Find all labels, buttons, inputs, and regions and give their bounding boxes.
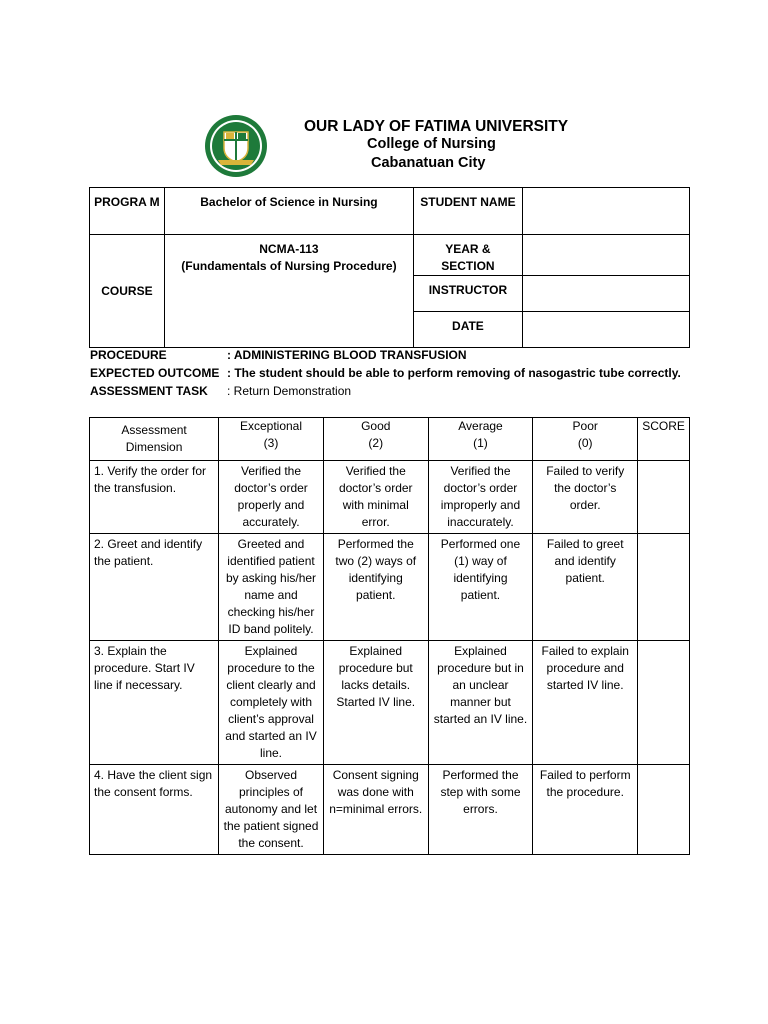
row-poor: Failed to explain procedure and started IV line. (533, 641, 638, 765)
document-header (200, 110, 620, 190)
header-good-label: Good (361, 419, 391, 433)
row-average: Performed the step with some errors. (428, 765, 533, 855)
city-name: Cabanatuan City (371, 155, 486, 171)
row-average: Performed one (1) way of identifying patient. (428, 534, 533, 641)
course-label: COURSE (90, 235, 165, 348)
row-poor: Failed to verify the doctor’s order. (533, 461, 638, 534)
header-good (323, 418, 428, 461)
row-exceptional: Explained procedure to the client clearly and completely with client’s approval and started an IV line. (219, 641, 324, 765)
header-exceptional-label: Exceptional (239, 419, 303, 433)
expected-outcome-value: : The student should be able to perform removing of nasogastric tube correctly. (227, 366, 681, 380)
date-field[interactable] (522, 312, 689, 348)
header-score: SCORE (638, 418, 690, 461)
course-code: NCMA-113 (259, 242, 319, 256)
row-good: Explained procedure but lacks details. Started IV line. (323, 641, 428, 765)
year-section-label: YEAR & SECTION (414, 235, 523, 276)
student-name-field[interactable] (522, 188, 689, 235)
row-poor: Failed to perform the procedure. (533, 765, 638, 855)
row-exceptional: Verified the doctor’s order properly and accurately. (219, 461, 324, 534)
row-average: Explained procedure but in an unclear manner but started an IV line. (428, 641, 533, 765)
row-score-field[interactable] (638, 461, 690, 534)
instructor-field[interactable] (522, 276, 689, 312)
university-name: OUR LADY OF FATIMA UNIVERSITY (304, 118, 569, 135)
row-dimension: 4. Have the client sign the consent forms. (90, 765, 219, 855)
row-dimension: 3. Explain the procedure. Start IV line if necessary. (90, 641, 219, 765)
college-name: College of Nursing (367, 136, 496, 152)
rubric-row (90, 641, 690, 765)
header-poor-points: (0) (577, 436, 593, 450)
header-exceptional (219, 418, 324, 461)
header-average (428, 418, 533, 461)
row-score-field[interactable] (638, 641, 690, 765)
course-title: (Fundamentals of Nursing Procedure) (181, 259, 397, 273)
row-dimension: 2. Greet and identify the patient. (90, 534, 219, 641)
row-exceptional: Greeted and identified patient by asking his/her name and checking his/her ID band politely. (219, 534, 324, 641)
date-label: DATE (414, 312, 523, 348)
procedure-value: : ADMINISTERING BLOOD TRANSFUSION (227, 348, 467, 362)
assessment-task-value: : Return Demonstration (227, 384, 352, 398)
row-good: Performed the two (2) ways of identifying patient. (323, 534, 428, 641)
row-good: Verified the doctor’s order with minimal error. (323, 461, 428, 534)
row-dimension: 1. Verify the order for the transfusion. (90, 461, 219, 534)
header-good-points: (2) (368, 436, 384, 450)
header-dimension: Assessment Dimension (90, 418, 219, 461)
rubric-header-row (90, 418, 690, 461)
rubric-row (90, 461, 690, 534)
row-score-field[interactable] (638, 765, 690, 855)
rubric-table (89, 417, 690, 855)
course-value (164, 235, 413, 348)
instructor-label: INSTRUCTOR (414, 276, 523, 312)
rubric-row (90, 534, 690, 641)
header-exceptional-points: (3) (263, 436, 279, 450)
row-average: Verified the doctor’s order improperly and inaccurately. (428, 461, 533, 534)
rubric-row (90, 765, 690, 855)
info-table (89, 187, 690, 348)
row-good: Consent signing was done with n=minimal errors. (323, 765, 428, 855)
university-seal-icon (204, 114, 268, 178)
student-name-label: STUDENT NAME (414, 188, 523, 235)
assessment-task-label: ASSESSMENT TASK (90, 384, 208, 398)
header-average-points: (1) (473, 436, 488, 450)
header-poor (533, 418, 638, 461)
year-section-field[interactable] (522, 235, 689, 276)
expected-outcome-label: EXPECTED OUTCOME (90, 366, 220, 380)
procedure-label: PROCEDURE (90, 348, 167, 362)
program-value: Bachelor of Science in Nursing (164, 188, 413, 235)
row-exceptional: Observed principles of autonomy and let the patient signed the consent. (219, 765, 324, 855)
row-poor: Failed to greet and identify patient. (533, 534, 638, 641)
row-score-field[interactable] (638, 534, 690, 641)
header-poor-label: Poor (572, 419, 598, 433)
header-average-label: Average (458, 419, 503, 433)
program-label: PROGRA M (90, 188, 165, 235)
